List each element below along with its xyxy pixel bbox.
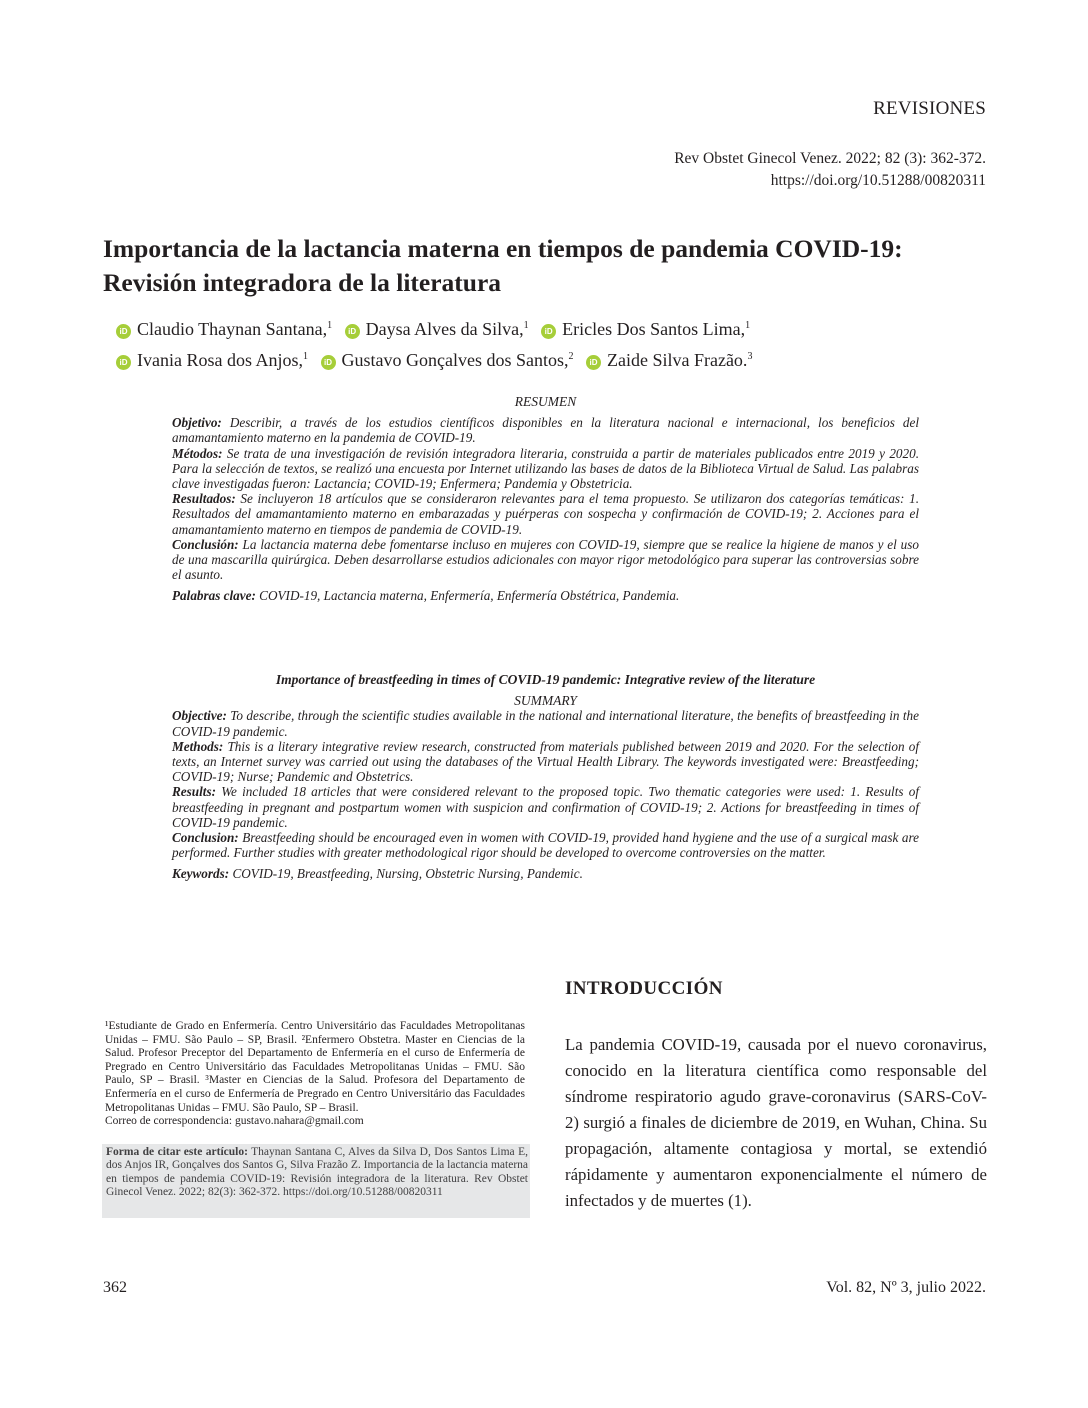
summary-methods: Methods: This is a literary integrative review research, constructed from materials published between 2019 and 2020. For the selection of texts, an Internet survey was carried out using the databases of the Virtual Health Library. The keywords investigated were: Breastfeeding; COVID-19; Nurse; Pandemic and Obstetrics.	[172, 738, 919, 785]
citation-line: Rev Obstet Ginecol Venez. 2022; 82 (3): 362-372.	[674, 150, 986, 167]
correspondence-email[interactable]: Correo de correspondencia: gustavo.nahara@gmail.com	[105, 1115, 364, 1128]
introduction-body: La pandemia COVID-19, causada por el nuevo coronavirus, conocido en la literatura científica como responsable del síndrome respiratorio agudo grave-coronavirus (SARS-CoV-2) surgió a finales de diciembre de 2019, en Wuhan, China. Su propagación, altamente contagiosa y mortal, se extendió rápidamente y aumentaron exponencialmente el número de infectados y de muertes (1).	[565, 1035, 987, 1210]
orcid-icon[interactable]: iD	[586, 355, 601, 370]
orcid-icon[interactable]: iD	[321, 355, 336, 370]
summary-heading: SUMMARY	[514, 693, 577, 709]
summary-objective: Objective: To describe, through the scientific studies available in the national and international literature, the benefits of breastfeeding in the COVID-19 pandemic.	[172, 708, 919, 739]
resumen-keywords: Palabras clave: COVID-19, Lactancia materna, Enfermería, Enfermería Obstétrica, Pandemia.	[172, 588, 680, 604]
resumen-conclusion: Conclusión: La lactancia materna debe fomentarse incluso en mujeres con COVID-19, siempre que se realice la higiene de manos y el uso de una mascarilla quirúrgica. Deben desarrollarse estudios adicionales con mayor rigor metodológico para superar las controversias sobre el asunto.	[172, 536, 919, 583]
orcid-icon[interactable]: iD	[116, 324, 131, 339]
affiliations-text: ¹Estudiante de Grado en Enfermería. Centro Universitário das Faculdades Metropolitanas Unidas – FMU. São Paulo – SP, Brasil. ²Enfermero Obstetra. Master en Ciencias de la Salud. Profesor Preceptor del Departamento de Enfermería en el curso de Enfermería de Pregrado en Centro Universitário das Faculdades Metropolitanas Unidas – FMU. São Paulo, SP – Brasil. ³Master en Ciencias de la Salud. Profesora del Departamento de Enfermería en el curso de Enfermería de Pregrado en Centro Universitário das Faculdades Metropolitanas Unidas – FMU. São Paulo, SP – Brasil.	[105, 1020, 525, 1114]
author-list	[116, 312, 996, 374]
author: iD Ericles Dos Santos Lima,$^1$	[541, 319, 750, 339]
author: iD Daysa Alves da Silva,$^1$	[345, 319, 529, 339]
journal-reference	[674, 148, 986, 192]
resumen-section	[172, 394, 919, 604]
affiliations-footnote	[105, 1020, 525, 1129]
summary-conclusion: Conclusion: Breastfeeding should be encouraged even in women with COVID-19, provided hand hygiene and the use of a surgical mask are performed. Further studies with greater methodological rigor should be developed to overcome controversies on the matter.	[172, 830, 919, 861]
doi-link[interactable]: https://doi.org/10.51288/00820311	[770, 172, 986, 189]
article-title: Importancia de la lactancia materna en tiempos de pandemia COVID-19: Revisión integradora de la literatura	[103, 234, 903, 297]
resumen-metodos: Métodos: Se trata de una investigación de revisión integradora literaria, construida a partir de materiales publicados entre 2019 y 2020. Para la selección de textos, se realizó una encuesta por Internet utilizando las bases de datos de la Biblioteca Virtual de Salud. Las palabras clave investigadas fueron: Lactancia; COVID-19; Enfermera; Pandemia y Obstetricia.	[172, 445, 919, 492]
summary-keywords: Keywords: COVID-19, Breastfeeding, Nursing, Obstetric Nursing, Pandemic.	[172, 866, 583, 882]
author: iD Gustavo Gonçalves dos Santos,$^2$	[321, 350, 574, 370]
author: iD Ivania Rosa dos Anjos,$^1$	[116, 350, 308, 370]
orcid-icon[interactable]: iD	[116, 355, 131, 370]
orcid-icon[interactable]: iD	[541, 324, 556, 339]
author: iD Claudio Thaynan Santana,$^1$	[116, 319, 332, 339]
author: iD Zaide Silva Frazão.$^3$	[586, 350, 752, 370]
introduction-heading: INTRODUCCIÓN	[565, 978, 723, 999]
resumen-heading: RESUMEN	[514, 394, 577, 409]
summary-results: Results: We included 18 articles that were considered relevant to the proposed topic. Two thematic categories were used: 1. Results of breastfeeding in pregnant and postpartum women with suspicion and confirmation of COVID-19; 2. Actions for breastfeeding in times of COVID-19 pandemic.	[172, 784, 919, 830]
cite-text: Forma de citar este artículo: Thaynan Santana C, Alves da Silva D, Dos Santos Lima E, dos Anjos IR, Gonçalves dos Santos G, Silva Frazão Z. Importancia de la lactancia materna en tiempos de pandemia COVID-19: Revisión integradora de la literatura. Rev Obstet Ginecol Venez. 2022; 82(3): 362-372. https://doi.org/10.51288/00820311	[106, 1146, 528, 1198]
summary-section	[172, 672, 919, 882]
volume-info: Vol. 82, Nº 3, julio 2022.	[826, 1279, 986, 1296]
resumen-objetivo: Objetivo: Describir, a través de los estudios científicos disponibles en la literatura nacional e internacional, los beneficios del amamantamiento materno en la pandemia de COVID-19.	[172, 415, 919, 446]
resumen-resultados: Resultados: Se incluyeron 18 artículos que se consideraron relevantes para el tema propuesto. Se utilizaron dos categorías temáticas: 1. Resultados del amamantamiento materno en embarazadas y puérperas con sospecha y confirmación de COVID-19; 2. Acciones para el amamantamiento materno en tiempos de pandemia de COVID-19.	[172, 491, 919, 537]
section-label: REVISIONES	[873, 98, 986, 119]
english-title: Importance of breastfeeding in times of COVID-19 pandemic: Integrative review of the literature	[275, 672, 816, 687]
page-number: 362	[103, 1279, 127, 1296]
orcid-icon[interactable]: iD	[345, 324, 360, 339]
